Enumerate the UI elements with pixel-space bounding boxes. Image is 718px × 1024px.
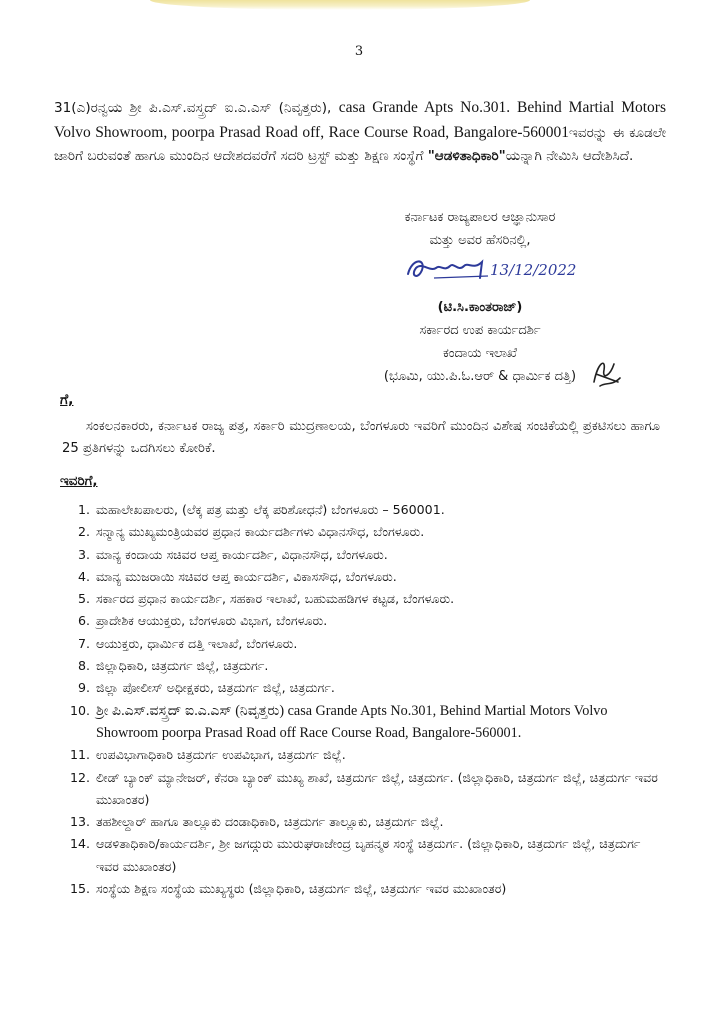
scan-edge-band [150, 0, 530, 10]
list-item-text: ಲೀಡ್ ಬ್ಯಾಂಕ್ ಮ್ಯಾನೇಜರ್, ಕೆನರಾ ಬ್ಯಾಂಕ್ ಮುಖ್ಯ ಶಾಖೆ, ಚಿತ್ರದುರ್ಗ ಜಿಲ್ಲೆ, ಚಿತ್ರದುರ್ಗ. (ಜಿಲ್ಲಾಧಿಕಾರಿ, ಚಿತ್ರದುರ್ಗ ಜಿಲ್ಲೆ, ಚಿತ್ರದುರ್ಗ ಇವರ ಮುಖಾಂತರ) [96, 769, 658, 807]
list-item [60, 544, 658, 566]
list-item [60, 767, 658, 812]
list-item-text: ಸರ್ಕಾರದ ಪ್ರಧಾನ ಕಾರ್ಯದರ್ಶಿ, ಸಹಕಾರ ಇಲಾಖೆ, ಬಹುಮಹಡಿಗಳ ಕಟ್ಟಡ, ಬೆಂಗಳೂರು. [96, 591, 455, 607]
governor-name-line: ಮತ್ತು ಅವರ ಹೆಸರಿನಲ್ಲಿ, [429, 233, 531, 248]
list-item-number: 2. [77, 524, 90, 540]
administrator-term: "ಆಡಳಿತಾಧಿಕಾರಿ" [427, 148, 506, 164]
list-item-number: 8. [77, 658, 90, 674]
list-item-number: 6. [77, 613, 90, 629]
list-item [60, 633, 658, 655]
list-item-text: ಜಿಲ್ಲಾ ಪೋಲೀಸ್ ಅಧೀಕ್ಷಕರು, ಚಿತ್ರದುರ್ಗ ಜಿಲ್ಲೆ, ಚಿತ್ರದುರ್ಗ. [96, 680, 335, 696]
recipients-label: ಇವರಿಗೆ, [60, 473, 98, 489]
list-item [60, 499, 658, 521]
list-item-number: 13. [69, 814, 90, 830]
list-item-number: 5. [77, 591, 90, 607]
list-item [60, 655, 658, 677]
list-item [60, 610, 658, 632]
list-item [60, 521, 658, 543]
list-item [60, 811, 658, 833]
list-item-text: ಜಿಲ್ಲಾಧಿಕಾರಿ, ಚಿತ್ರದುರ್ಗ ಜಿಲ್ಲೆ, ಚಿತ್ರದುರ್ಗ. [96, 658, 269, 674]
list-item-text: ಪ್ರಾದೇಶಿಕ ಆಯುಕ್ತರು, ಬೆಂಗಳೂರು ವಿಭಾಗ, ಬೆಂಗಳೂರು. [96, 613, 328, 629]
list-item-number: 15. [69, 881, 90, 897]
page-number: 3 [354, 44, 364, 59]
order-address: casa Grande Apts No.301. Behind Martial Motors Volvo Showroom, poorpa Prasad Road off, Race Course Road, Bangalore-560001 [54, 99, 666, 141]
list-item-number: 9. [77, 680, 90, 696]
list-item-text: ಆಯುಕ್ತರು, ಧಾರ್ಮಿಕ ದತ್ತಿ ಇಲಾಖೆ, ಬೆಂಗಳೂರು. [96, 635, 298, 651]
order-paragraph [54, 96, 666, 169]
signatory-designation: ಸರ್ಕಾರದ ಉಪ ಕಾರ್ಯದರ್ಶಿ [419, 323, 541, 338]
list-item-number: 14. [69, 836, 90, 852]
list-item [60, 700, 658, 745]
list-item-text: ಆಡಳಿತಾಧಿಕಾರಿ/ಕಾರ್ಯದರ್ಶಿ, ಶ್ರೀ ಜಗದ್ಗುರು ಮುರುಘರಾಜೇಂದ್ರ ಬೃಹನ್ಮಠ ಸಂಸ್ಥೆ ಚಿತ್ರದುರ್ಗ. (ಜಿಲ್ಲಾಧಿಕಾರಿ, ಚಿತ್ರದುರ್ಗ ಜಿಲ್ಲೆ, ಚಿತ್ರದುರ್ಗ ಇವರ ಮುಖಾಂತರ) [96, 836, 641, 874]
gazette-copy-paragraph: ಸಂಕಲನಕಾರರು, ಕರ್ನಾಟಕ ರಾಜ್ಯ ಪತ್ರ, ಸರ್ಕಾರಿ ಮುದ್ರಣಾಲಯ, ಬೆಂಗಳೂರು ಇವರಿಗೆ ಮುಂದಿನ ವಿಶೇಷ ಸಂಚಿಕೆಯಲ್ಲಿ ಪ್ರಕಟಿಸಲು ಹಾಗೂ 25 ಪ್ರತಿಗಳನ್ನು ಒದಗಿಸಲು ಕೋರಿಕೆ. [62, 419, 660, 456]
list-item-text: ಸಂಸ್ಥೆಯ ಶಿಕ್ಷಣ ಸಂಸ್ಥೆಯ ಮುಖ್ಯಸ್ಥರು (ಜಿಲ್ಲಾಧಿಕಾರಿ, ಚಿತ್ರದುರ್ಗ ಜಿಲ್ಲೆ, ಚಿತ್ರದುರ್ಗ ಇವರ ಮುಖಾಂತರ) [96, 881, 507, 897]
order-text-part1: 31(ಎ)ರನ್ವಯ ಶ್ರೀ ಪಿ.ಎಸ್.ವಸ್ತ್ರದ್ ಐ.ಎ.ಎಸ್ (ನಿವೃತ್ತರು), [54, 100, 339, 116]
signatory-department: ಕಂದಾಯ ಇಲಾಖೆ [442, 346, 518, 361]
order-text-part3: ಇವರನ್ನು ಈ ಕೂಡಲೇ ಜಾರಿಗೆ ಬರುವಂತೆ ಹಾಗೂ ಮುಂದಿನ ಆದೇಶದವರೆಗೆ ಸದರಿ ಟ್ರಸ್ಟ್ ಮತ್ತು ಶಿಕ್ಷಣ ಸಂಸ್ಥೆಗೆ [54, 124, 666, 164]
list-item [60, 677, 658, 699]
list-item [60, 588, 658, 610]
list-item-text: ಶ್ರೀ ಪಿ.ಎಸ್.ವಸ್ತ್ರದ್ ಐ.ಎ.ಎಸ್ (ನಿವೃತ್ತರು) casa Grande Apts No.301, Behind Martial Motors Volvo Showroom poorpa Prasad Road off Race Course Road, Bangalore-560001. [96, 702, 608, 741]
list-item-number: 1. [77, 502, 90, 517]
list-item-text: ಸನ್ಮಾನ್ಯ ಮುಖ್ಯಮಂತ್ರಿಯವರ ಪ್ರಧಾನ ಕಾರ್ಯದರ್ಶಿಗಳು ವಿಧಾನಸೌಧ, ಬೆಂಗಳೂರು. [96, 524, 425, 540]
governor-order-line: ಕರ್ನಾಟಕ ರಾಜ್ಯಪಾಲರ ಆಜ್ಞಾನುಸಾರ [404, 210, 556, 225]
list-item-number: 12. [69, 769, 90, 785]
list-item-number: 4. [77, 568, 90, 584]
handwritten-signature [404, 254, 494, 284]
list-item-text: ಮಹಾಲೇಖಪಾಲರು, (ಲೆಕ್ಕ ಪತ್ರ ಮತ್ತು ಲೆಕ್ಕ ಪರಿಶೋಧನೆ) ಬೆಂಗಳೂರು – 560001. [96, 502, 445, 517]
list-item [60, 833, 658, 878]
signatory-name: (ಟಿ.ಸಿ.ಕಾಂತರಾಜ್) [437, 300, 523, 315]
initials-mark [588, 352, 624, 390]
list-item [60, 566, 658, 588]
list-item [60, 878, 658, 900]
signature-date: 13/12/2022 [490, 261, 577, 279]
order-text-part5: ಯನ್ನಾಗಿ ನೇಮಿಸಿ ಆದೇಶಿಸಿದೆ. [505, 148, 634, 164]
list-item-number: 3. [77, 546, 90, 562]
list-item-number: 10. [69, 702, 90, 718]
list-item [60, 744, 658, 766]
list-item-text: ಮಾನ್ಯ ಕಂದಾಯ ಸಚಿವರ ಆಪ್ತ ಕಾರ್ಯದರ್ಶಿ, ವಿಧಾನಸೌಧ, ಬೆಂಗಳೂರು. [96, 546, 388, 562]
to-label: ಗೆ, [60, 392, 74, 408]
list-item-number: 11. [69, 747, 90, 763]
list-item-text: ತಹಶೀಲ್ದಾರ್ ಹಾಗೂ ತಾಲ್ಲೂಕು ದಂಡಾಧಿಕಾರಿ, ಚಿತ್ರದುರ್ಗ ತಾಲ್ಲೂಕು, ಚಿತ್ರದುರ್ಗ ಜಿಲ್ಲೆ. [96, 814, 444, 830]
list-item-number: 7. [77, 635, 90, 651]
recipients-list [60, 499, 658, 900]
signatory-section: (ಭೂಮಿ, ಯು.ಪಿ.ಓ.ಆರ್ & ಧಾರ್ಮಿಕ ದತ್ತಿ) [383, 369, 577, 384]
list-item-text: ಉಪವಿಭಾಗಾಧಿಕಾರಿ ಚಿತ್ರದುರ್ಗ ಉಪವಿಭಾಗ, ಚಿತ್ರದುರ್ಗ ಜಿಲ್ಲೆ. [96, 747, 346, 763]
list-item-text: ಮಾನ್ಯ ಮುಜರಾಯಿ ಸಚಿವರ ಆಪ್ತ ಕಾರ್ಯದರ್ಶಿ, ವಿಕಾಸಸೌಧ, ಬೆಂಗಳೂರು. [96, 568, 397, 584]
